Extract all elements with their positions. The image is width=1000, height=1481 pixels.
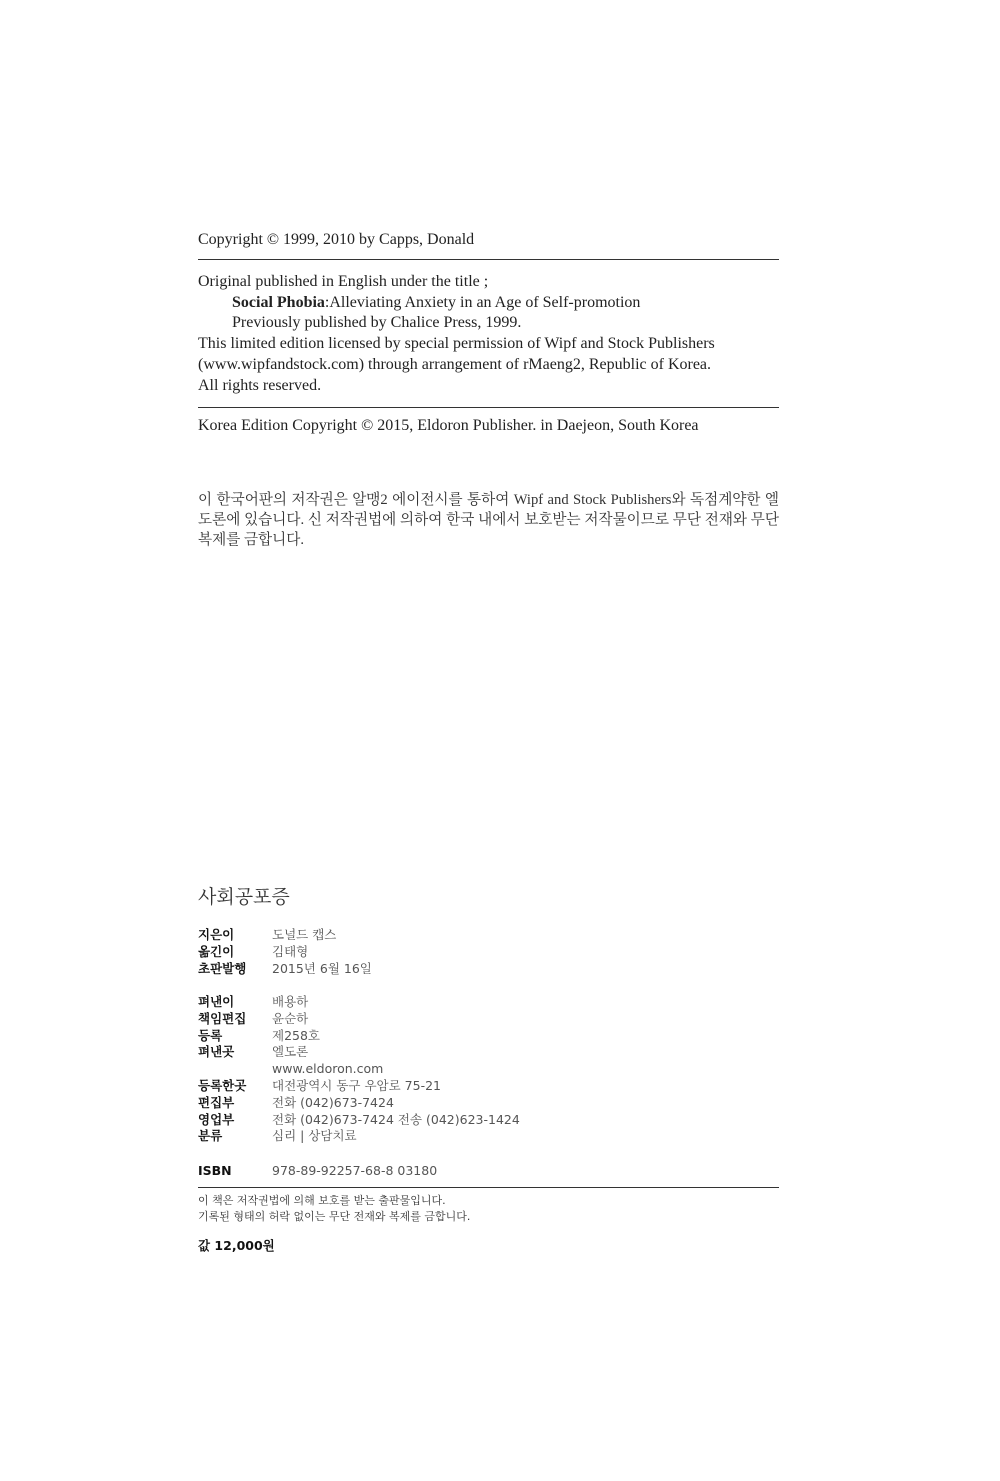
info-row-registration xyxy=(198,1028,520,1045)
footnote-line-1: 이 책은 저작권법에 의해 보호를 받는 출판물입니다. xyxy=(198,1194,446,1207)
info-row-editor xyxy=(198,1011,520,1028)
info-row-category xyxy=(198,1128,520,1145)
info-value: 윤순하 xyxy=(272,1010,309,1026)
info-row-author xyxy=(198,927,372,944)
divider-top xyxy=(198,259,779,260)
info-value: 전화 (042)673-7424 xyxy=(272,1094,394,1110)
website-url: www.eldoron.com xyxy=(272,1061,384,1077)
footnote-line-2: 기록된 형태의 허락 없이는 무단 전재와 복제를 금합니다. xyxy=(198,1209,471,1223)
divider-bottom xyxy=(198,1187,779,1188)
info-row-website xyxy=(198,1061,520,1078)
info-value: 심리 | 상담치료 xyxy=(272,1128,357,1144)
publisher-group xyxy=(198,994,520,1145)
original-title-intro: Original published in English under the title ; xyxy=(198,273,489,290)
original-title-subtitle: :Alleviating Anxiety in an Age of Self-promotion xyxy=(324,293,641,311)
info-row-translator xyxy=(198,944,372,961)
info-key: 초판발행 xyxy=(198,960,247,976)
info-key: 펴낸곳 xyxy=(198,1044,235,1060)
info-key: 펴낸이 xyxy=(198,994,235,1009)
isbn-label: ISBN xyxy=(198,1163,232,1178)
info-row-publisher xyxy=(198,994,520,1011)
license-line-1: This limited edition licensed by special permission of Wipf and Stock Publishers xyxy=(198,335,715,353)
info-row-first-edition xyxy=(198,961,372,978)
isbn-value: 978-89-92257-68-8 03180 xyxy=(272,1163,438,1178)
price: 값 12,000원 xyxy=(198,1238,275,1253)
license-line-2: (www.wipfandstock.com) through arrangement of rMaeng2, Republic of Korea. xyxy=(198,355,712,373)
info-value: 도널드 캡스 xyxy=(272,927,337,942)
info-key: 편집부 xyxy=(198,1094,235,1110)
info-value: 배용하 xyxy=(272,994,309,1009)
korea-edition-copyright: Korea Edition Copyright © 2015, Eldoron Publisher. in Daejeon, South Korea xyxy=(198,417,699,434)
original-publication-block xyxy=(198,272,779,396)
info-key: 지은이 xyxy=(198,927,235,942)
korean-copyright-notice: 이 한국어판의 저작권은 알맹2 에이전시를 통하여 Wipf and Stock Publishers와 독점계약한 엘도론에 있습니다. 신 저작권법에 의하여 한국 내에서 보호받는 저작물이므로 무단 전재와 무단 복제를 금합니다. xyxy=(198,492,779,549)
info-key xyxy=(198,1061,272,1078)
info-key: 등록한곳 xyxy=(198,1077,247,1093)
info-key: 영업부 xyxy=(198,1111,235,1127)
info-row-publishing-house xyxy=(198,1044,520,1061)
book-title: 사회공포증 xyxy=(198,886,290,908)
info-value: 2015년 6월 16일 xyxy=(272,960,372,976)
info-key: 책임편집 xyxy=(198,1010,247,1026)
info-key: 분류 xyxy=(198,1128,223,1144)
divider-middle xyxy=(198,407,779,408)
original-title xyxy=(198,293,779,314)
info-row-registered-address xyxy=(198,1078,520,1095)
info-key: 등록 xyxy=(198,1027,223,1043)
copyright-line: Copyright © 1999, 2010 by Capps, Donald xyxy=(198,231,475,248)
legal-footnote xyxy=(198,1193,779,1224)
info-key: 옮긴이 xyxy=(198,943,235,959)
info-row-sales xyxy=(198,1112,520,1129)
isbn-group xyxy=(198,1163,437,1180)
info-value: 김태형 xyxy=(272,943,309,959)
info-value: 전화 (042)673-7424 전송 (042)623-1424 xyxy=(272,1111,520,1127)
credits-group xyxy=(198,927,372,977)
previously-published: Previously published by Chalice Press, 1999. xyxy=(232,314,522,332)
info-value: 대전광역시 동구 우암로 75-21 xyxy=(272,1077,441,1093)
rights-reserved: All rights reserved. xyxy=(198,376,322,394)
info-row-isbn xyxy=(198,1163,437,1180)
original-title-bold: Social Phobia xyxy=(232,293,325,311)
info-row-editorial xyxy=(198,1095,520,1112)
info-value: 제258호 xyxy=(272,1027,321,1043)
info-value: 엘도론 xyxy=(272,1044,309,1060)
